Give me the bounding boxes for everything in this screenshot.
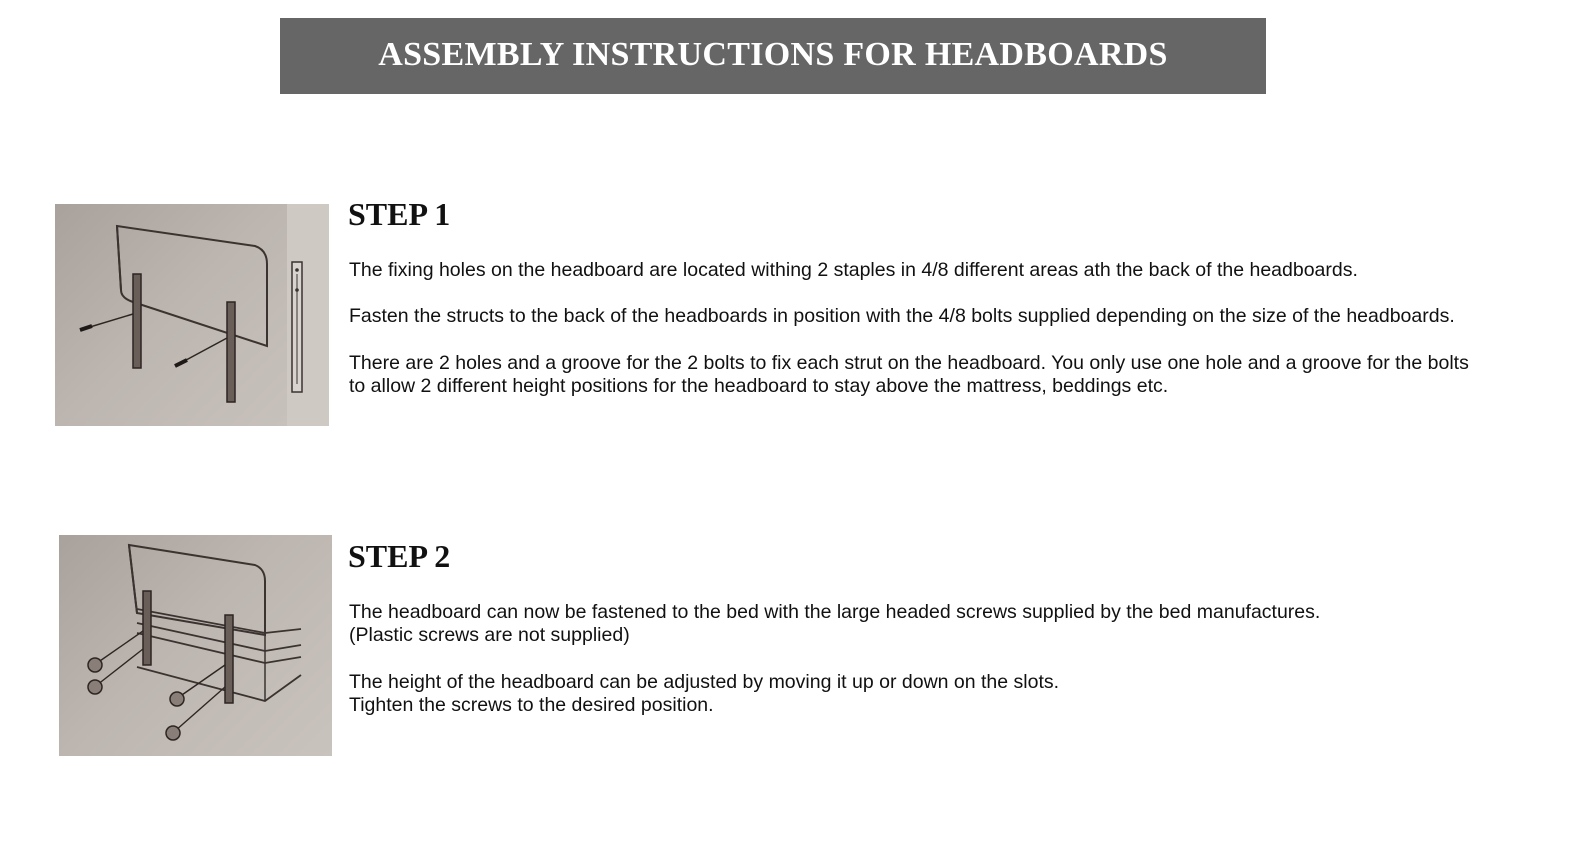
step-1-illustration <box>55 204 329 426</box>
headboard-bed-screws-diagram-icon <box>59 535 332 756</box>
text-line: The fixing holes on the headboard are located withing 2 staples in 4/8 different areas ath the back of the headboards. <box>349 259 1358 281</box>
text-line: Tighten the screws to the desired position. <box>349 694 714 716</box>
title-banner <box>280 18 1266 94</box>
text-line: to allow 2 different height positions for the headboard to stay above the mattress, beddings etc. <box>349 375 1169 397</box>
step-1-heading: STEP 1 <box>348 196 451 232</box>
step-1-paragraph-1 <box>349 259 1358 282</box>
text-line: Fasten the structs to the back of the headboards in position with the 4/8 bolts supplied depending on the size of the headboards. <box>349 305 1455 327</box>
step-1-paragraph-2 <box>349 305 1455 328</box>
text-line: (Plastic screws are not supplied) <box>349 624 630 646</box>
step-2-paragraph-2 <box>349 671 1059 717</box>
page-title: ASSEMBLY INSTRUCTIONS FOR HEADBOARDS <box>378 36 1168 73</box>
text-line: The height of the headboard can be adjusted by moving it up or down on the slots. <box>349 671 1060 693</box>
step-1-paragraph-3 <box>349 352 1469 398</box>
step-2-heading: STEP 2 <box>348 538 451 574</box>
step-2-paragraph-1 <box>349 601 1320 647</box>
headboard-struts-diagram-icon <box>55 204 329 426</box>
text-line: The headboard can now be fastened to the bed with the large headed screws supplied by the bed manufactures. <box>349 601 1321 623</box>
text-line: There are 2 holes and a groove for the 2 bolts to fix each strut on the headboard. You only use one hole and a groove for the bolts <box>349 352 1469 374</box>
step-2-illustration <box>59 535 332 756</box>
